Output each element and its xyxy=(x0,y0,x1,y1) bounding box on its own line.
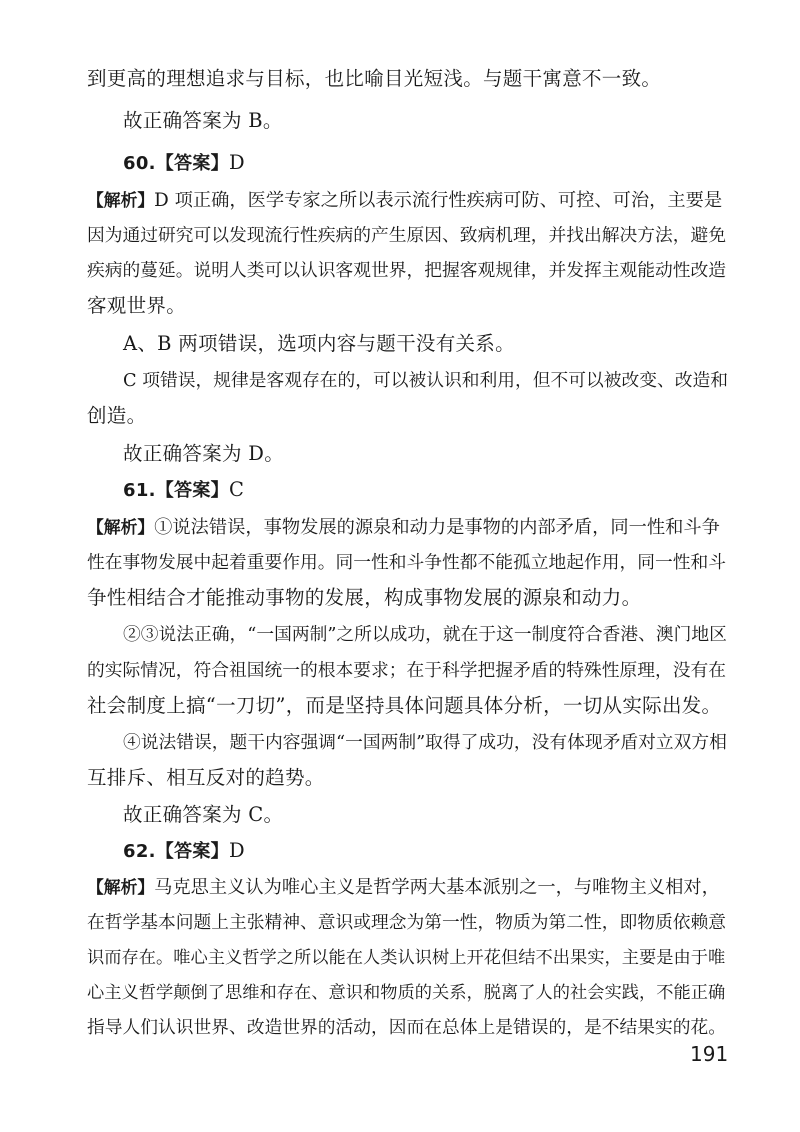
analysis-60-line-1: 【解析】D 项正确，医学专家之所以表示流行性疾病可防、可控、可治，主要是 xyxy=(87,190,723,211)
analysis-60-line-2: 因为通过研究可以发现流行性疾病的产生原因、致病机理，并找出解决方法，避免 xyxy=(87,226,727,246)
answer-conclusion-61: 故正确答案为 C。 xyxy=(123,803,284,826)
analysis-61-item-23-line-3: 社会制度上搞“一刀切”，而是坚持具体问题具体分析，一切从实际出发。 xyxy=(87,694,722,717)
analysis-61-line-3: 争性相结合才能推动事物的发展，构成事物发展的源泉和动力。 xyxy=(87,586,642,609)
analysis-60-line-3: 疾病的蔓延。说明人类可以认识客观世界，把握客观规律，并发挥主观能动性改造 xyxy=(87,261,727,281)
analysis-62-line-2: 在哲学基本问题上主张精神、意识或理念为第一性，物质为第二性，即物质依赖意 xyxy=(87,913,727,933)
analysis-62-line-3: 识而存在。唯心主义哲学之所以能在人类认识树上开花但结不出果实，主要是由于唯 xyxy=(87,948,726,968)
answer-heading-60: 60.【答案】D xyxy=(123,151,245,174)
analysis-61-item-4-line-1: ④说法错误，题干内容强调“一国两制”取得了成功，没有体现矛盾对立双方相 xyxy=(123,733,727,753)
answer-heading-62: 62.【答案】D xyxy=(123,839,245,862)
analysis-61-line-2: 性在事物发展中起着重要作用。同一性和斗争性都不能孤立地起作用，同一性和斗 xyxy=(87,553,727,573)
analysis-61-item-23-line-1: ②③说法正确，“一国两制”之所以成功，就在于这一制度符合香港、澳门地区 xyxy=(123,625,727,645)
analysis-62-line-5: 指导人们认识世界、改造世界的活动，因而在总体上是错误的，是不结果实的花。 xyxy=(87,1018,727,1038)
analysis-60-option-ab: A、B 两项错误，选项内容与题干没有关系。 xyxy=(123,332,515,355)
analysis-61-item-23-line-2: 的实际情况，符合祖国统一的根本要求；在于科学把握矛盾的特殊性原理，没有在 xyxy=(87,661,727,681)
page-number: 191 xyxy=(690,1042,729,1066)
text-line-1: 到更高的理想追求与目标，也比喻目光短浅。与题干寓意不一致。 xyxy=(87,67,662,90)
analysis-61-line-1: 【解析】①说法错误，事物发展的源泉和动力是事物的内部矛盾，同一性和斗争 xyxy=(87,517,720,538)
answer-heading-61: 61.【答案】C xyxy=(123,478,245,501)
analysis-62-line-1: 【解析】马克思主义认为唯心主义是哲学两大基本派别之一，与唯物主义相对， xyxy=(87,877,720,898)
analysis-60-line-4: 客观世界。 xyxy=(87,294,187,317)
analysis-62-line-4: 心主义哲学颠倒了思维和存在、意识和物质的关系，脱离了人的社会实践，不能正确 xyxy=(87,983,726,1003)
analysis-61-item-4-line-2: 互排斥、相互反对的趋势。 xyxy=(87,766,325,789)
answer-conclusion-59: 故正确答案为 B。 xyxy=(123,109,283,132)
analysis-60-option-c-line-1: C 项错误，规律是客观存在的，可以被认识和利用，但不可以被改变、改造和 xyxy=(123,371,728,391)
analysis-60-option-c-line-2: 创造。 xyxy=(87,404,147,427)
answer-conclusion-60: 故正确答案为 D。 xyxy=(123,442,285,465)
